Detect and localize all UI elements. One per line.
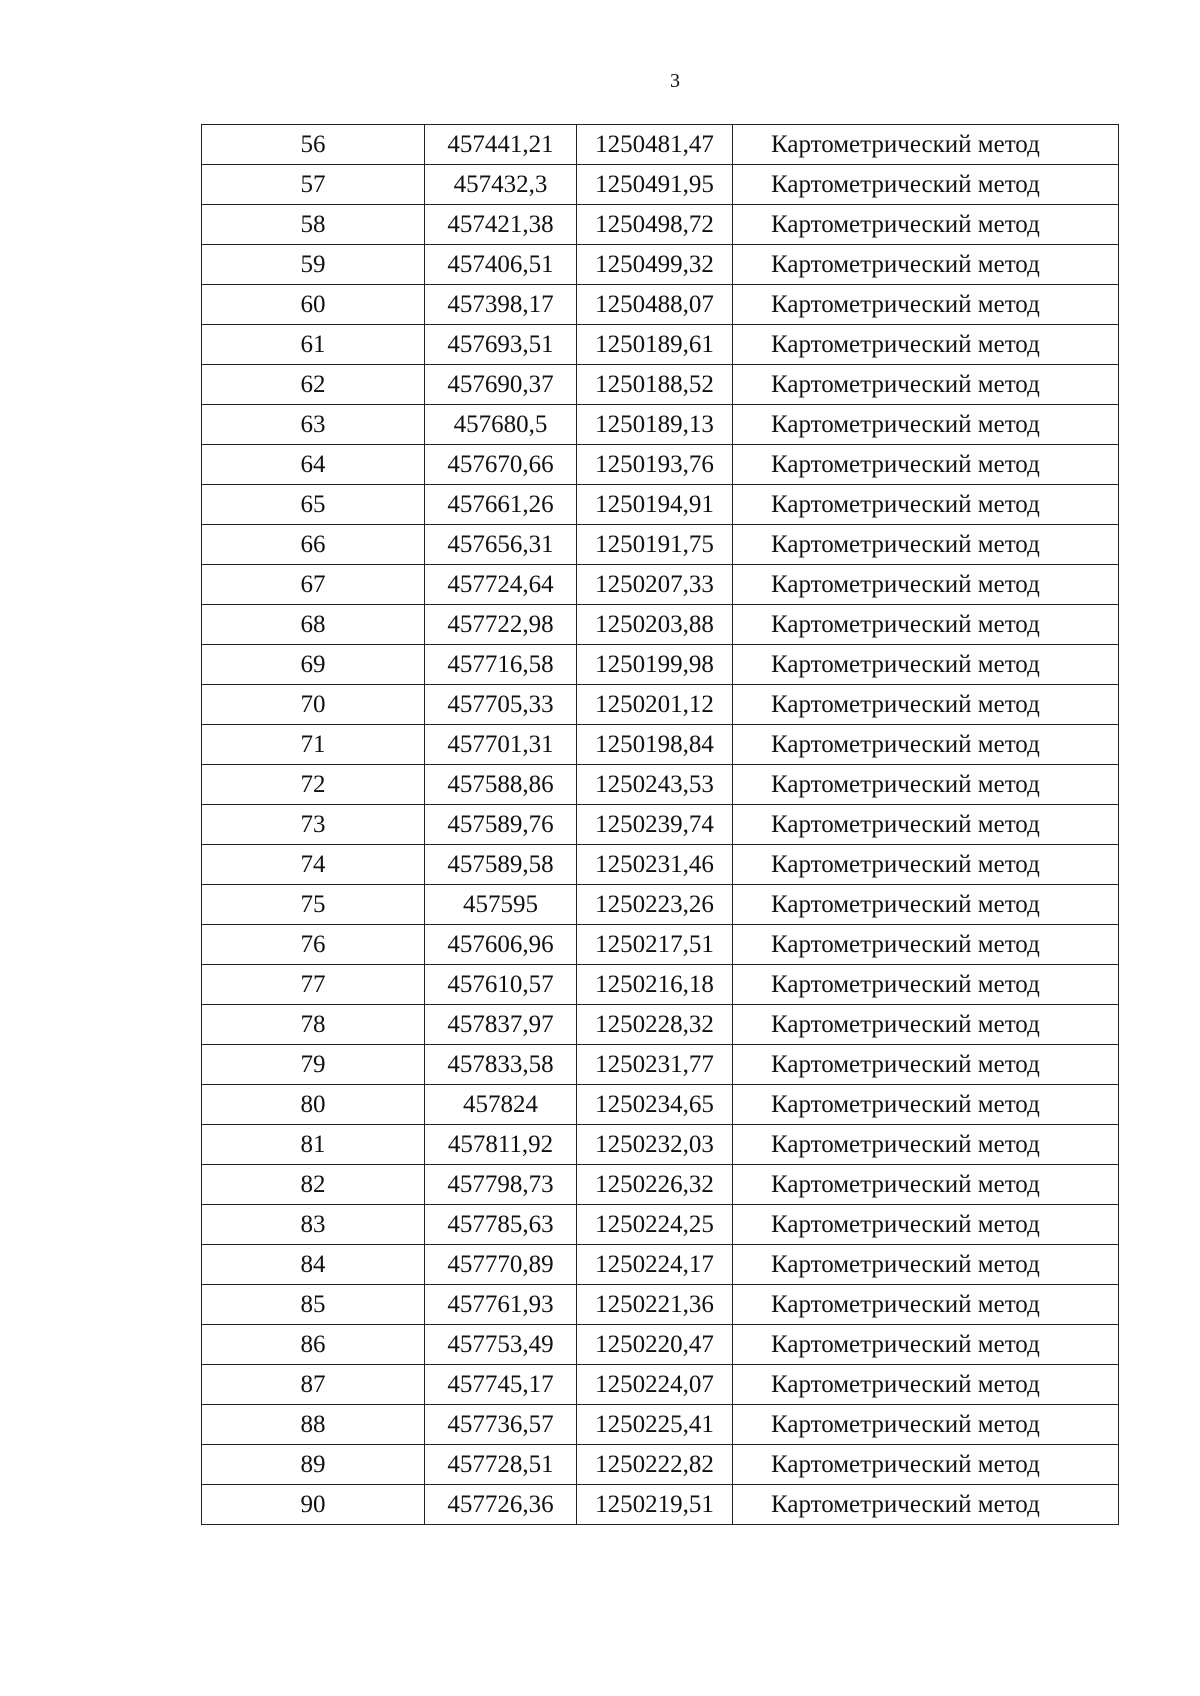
point-number-cell: 70	[202, 685, 425, 725]
table-row	[202, 1045, 1119, 1085]
point-number-cell: 78	[202, 1005, 425, 1045]
table-row	[202, 645, 1119, 685]
method-cell: Картометрический метод	[733, 1165, 1119, 1205]
x-coordinate-cell: 457589,76	[425, 805, 577, 845]
method-cell: Картометрический метод	[733, 1205, 1119, 1245]
method-cell: Картометрический метод	[733, 165, 1119, 205]
x-coordinate-cell: 457824	[425, 1085, 577, 1125]
point-number-cell: 79	[202, 1045, 425, 1085]
table-row	[202, 845, 1119, 885]
point-number-cell: 65	[202, 485, 425, 525]
method-cell: Картометрический метод	[733, 405, 1119, 445]
y-coordinate-cell: 1250199,98	[577, 645, 733, 685]
method-cell: Картометрический метод	[733, 1325, 1119, 1365]
method-cell: Картометрический метод	[733, 645, 1119, 685]
x-coordinate-cell: 457661,26	[425, 485, 577, 525]
table-row	[202, 485, 1119, 525]
y-coordinate-cell: 1250223,26	[577, 885, 733, 925]
y-coordinate-cell: 1250231,46	[577, 845, 733, 885]
x-coordinate-cell: 457761,93	[425, 1285, 577, 1325]
point-number-cell: 58	[202, 205, 425, 245]
table-row	[202, 1165, 1119, 1205]
point-number-cell: 57	[202, 165, 425, 205]
x-coordinate-cell: 457724,64	[425, 565, 577, 605]
y-coordinate-cell: 1250225,41	[577, 1405, 733, 1445]
point-number-cell: 80	[202, 1085, 425, 1125]
method-cell: Картометрический метод	[733, 1405, 1119, 1445]
table-row	[202, 1285, 1119, 1325]
y-coordinate-cell: 1250498,72	[577, 205, 733, 245]
method-cell: Картометрический метод	[733, 1085, 1119, 1125]
x-coordinate-cell: 457588,86	[425, 765, 577, 805]
point-number-cell: 75	[202, 885, 425, 925]
method-cell: Картометрический метод	[733, 685, 1119, 725]
y-coordinate-cell: 1250231,77	[577, 1045, 733, 1085]
point-number-cell: 56	[202, 125, 425, 165]
coordinates-table-body	[202, 125, 1119, 1525]
method-cell: Картометрический метод	[733, 485, 1119, 525]
method-cell: Картометрический метод	[733, 285, 1119, 325]
method-cell: Картометрический метод	[733, 565, 1119, 605]
x-coordinate-cell: 457705,33	[425, 685, 577, 725]
x-coordinate-cell: 457701,31	[425, 725, 577, 765]
point-number-cell: 59	[202, 245, 425, 285]
table-row	[202, 1005, 1119, 1045]
x-coordinate-cell: 457736,57	[425, 1405, 577, 1445]
y-coordinate-cell: 1250232,03	[577, 1125, 733, 1165]
point-number-cell: 62	[202, 365, 425, 405]
method-cell: Картометрический метод	[733, 205, 1119, 245]
point-number-cell: 83	[202, 1205, 425, 1245]
table-row	[202, 245, 1119, 285]
y-coordinate-cell: 1250188,52	[577, 365, 733, 405]
x-coordinate-cell: 457656,31	[425, 525, 577, 565]
y-coordinate-cell: 1250491,95	[577, 165, 733, 205]
table-row	[202, 525, 1119, 565]
y-coordinate-cell: 1250216,18	[577, 965, 733, 1005]
x-coordinate-cell: 457722,98	[425, 605, 577, 645]
y-coordinate-cell: 1250481,47	[577, 125, 733, 165]
x-coordinate-cell: 457670,66	[425, 445, 577, 485]
y-coordinate-cell: 1250189,61	[577, 325, 733, 365]
table-row	[202, 1445, 1119, 1485]
y-coordinate-cell: 1250488,07	[577, 285, 733, 325]
x-coordinate-cell: 457693,51	[425, 325, 577, 365]
y-coordinate-cell: 1250499,32	[577, 245, 733, 285]
x-coordinate-cell: 457785,63	[425, 1205, 577, 1245]
point-number-cell: 71	[202, 725, 425, 765]
method-cell: Картометрический метод	[733, 725, 1119, 765]
method-cell: Картометрический метод	[733, 965, 1119, 1005]
method-cell: Картометрический метод	[733, 605, 1119, 645]
x-coordinate-cell: 457770,89	[425, 1245, 577, 1285]
table-row	[202, 885, 1119, 925]
x-coordinate-cell: 457726,36	[425, 1485, 577, 1525]
y-coordinate-cell: 1250194,91	[577, 485, 733, 525]
method-cell: Картометрический метод	[733, 1045, 1119, 1085]
point-number-cell: 67	[202, 565, 425, 605]
x-coordinate-cell: 457421,38	[425, 205, 577, 245]
x-coordinate-cell: 457441,21	[425, 125, 577, 165]
table-row	[202, 685, 1119, 725]
table-row	[202, 965, 1119, 1005]
table-row	[202, 205, 1119, 245]
method-cell: Картометрический метод	[733, 1125, 1119, 1165]
x-coordinate-cell: 457833,58	[425, 1045, 577, 1085]
x-coordinate-cell: 457798,73	[425, 1165, 577, 1205]
table-row	[202, 1205, 1119, 1245]
x-coordinate-cell: 457398,17	[425, 285, 577, 325]
x-coordinate-cell: 457690,37	[425, 365, 577, 405]
point-number-cell: 88	[202, 1405, 425, 1445]
x-coordinate-cell: 457716,58	[425, 645, 577, 685]
x-coordinate-cell: 457606,96	[425, 925, 577, 965]
table-row	[202, 1325, 1119, 1365]
y-coordinate-cell: 1250226,32	[577, 1165, 733, 1205]
method-cell: Картометрический метод	[733, 805, 1119, 845]
table-row	[202, 285, 1119, 325]
x-coordinate-cell: 457753,49	[425, 1325, 577, 1365]
point-number-cell: 85	[202, 1285, 425, 1325]
page-number: 3	[670, 70, 680, 92]
table-row	[202, 365, 1119, 405]
y-coordinate-cell: 1250222,82	[577, 1445, 733, 1485]
x-coordinate-cell: 457432,3	[425, 165, 577, 205]
y-coordinate-cell: 1250193,76	[577, 445, 733, 485]
method-cell: Картометрический метод	[733, 525, 1119, 565]
point-number-cell: 66	[202, 525, 425, 565]
method-cell: Картометрический метод	[733, 1245, 1119, 1285]
table-row	[202, 565, 1119, 605]
x-coordinate-cell: 457837,97	[425, 1005, 577, 1045]
x-coordinate-cell: 457728,51	[425, 1445, 577, 1485]
method-cell: Картометрический метод	[733, 1005, 1119, 1045]
table-row	[202, 405, 1119, 445]
y-coordinate-cell: 1250217,51	[577, 925, 733, 965]
point-number-cell: 81	[202, 1125, 425, 1165]
point-number-cell: 87	[202, 1365, 425, 1405]
table-row	[202, 1485, 1119, 1525]
table-row	[202, 125, 1119, 165]
method-cell: Картометрический метод	[733, 245, 1119, 285]
y-coordinate-cell: 1250219,51	[577, 1485, 733, 1525]
table-row	[202, 925, 1119, 965]
y-coordinate-cell: 1250224,17	[577, 1245, 733, 1285]
point-number-cell: 76	[202, 925, 425, 965]
x-coordinate-cell: 457406,51	[425, 245, 577, 285]
method-cell: Картометрический метод	[733, 325, 1119, 365]
y-coordinate-cell: 1250224,07	[577, 1365, 733, 1405]
x-coordinate-cell: 457680,5	[425, 405, 577, 445]
table-row	[202, 165, 1119, 205]
table-row	[202, 1365, 1119, 1405]
table-row	[202, 765, 1119, 805]
point-number-cell: 73	[202, 805, 425, 845]
point-number-cell: 86	[202, 1325, 425, 1365]
x-coordinate-cell: 457589,58	[425, 845, 577, 885]
y-coordinate-cell: 1250198,84	[577, 725, 733, 765]
method-cell: Картометрический метод	[733, 1445, 1119, 1485]
point-number-cell: 74	[202, 845, 425, 885]
point-number-cell: 60	[202, 285, 425, 325]
point-number-cell: 61	[202, 325, 425, 365]
point-number-cell: 72	[202, 765, 425, 805]
table-row	[202, 605, 1119, 645]
x-coordinate-cell: 457610,57	[425, 965, 577, 1005]
coordinates-table	[201, 124, 1119, 1525]
method-cell: Картометрический метод	[733, 1285, 1119, 1325]
y-coordinate-cell: 1250220,47	[577, 1325, 733, 1365]
method-cell: Картометрический метод	[733, 1365, 1119, 1405]
point-number-cell: 68	[202, 605, 425, 645]
method-cell: Картометрический метод	[733, 925, 1119, 965]
y-coordinate-cell: 1250234,65	[577, 1085, 733, 1125]
table-row	[202, 1245, 1119, 1285]
table-row	[202, 725, 1119, 765]
y-coordinate-cell: 1250189,13	[577, 405, 733, 445]
point-number-cell: 90	[202, 1485, 425, 1525]
y-coordinate-cell: 1250207,33	[577, 565, 733, 605]
method-cell: Картометрический метод	[733, 1485, 1119, 1525]
y-coordinate-cell: 1250239,74	[577, 805, 733, 845]
y-coordinate-cell: 1250201,12	[577, 685, 733, 725]
y-coordinate-cell: 1250228,32	[577, 1005, 733, 1045]
y-coordinate-cell: 1250224,25	[577, 1205, 733, 1245]
method-cell: Картометрический метод	[733, 445, 1119, 485]
x-coordinate-cell: 457595	[425, 885, 577, 925]
point-number-cell: 82	[202, 1165, 425, 1205]
y-coordinate-cell: 1250221,36	[577, 1285, 733, 1325]
table-row	[202, 1085, 1119, 1125]
method-cell: Картометрический метод	[733, 125, 1119, 165]
method-cell: Картометрический метод	[733, 365, 1119, 405]
table-row	[202, 325, 1119, 365]
method-cell: Картометрический метод	[733, 845, 1119, 885]
y-coordinate-cell: 1250243,53	[577, 765, 733, 805]
point-number-cell: 63	[202, 405, 425, 445]
point-number-cell: 77	[202, 965, 425, 1005]
point-number-cell: 84	[202, 1245, 425, 1285]
method-cell: Картометрический метод	[733, 765, 1119, 805]
x-coordinate-cell: 457745,17	[425, 1365, 577, 1405]
point-number-cell: 64	[202, 445, 425, 485]
table-row	[202, 805, 1119, 845]
point-number-cell: 89	[202, 1445, 425, 1485]
point-number-cell: 69	[202, 645, 425, 685]
y-coordinate-cell: 1250203,88	[577, 605, 733, 645]
table-row	[202, 445, 1119, 485]
table-row	[202, 1405, 1119, 1445]
table-row	[202, 1125, 1119, 1165]
y-coordinate-cell: 1250191,75	[577, 525, 733, 565]
x-coordinate-cell: 457811,92	[425, 1125, 577, 1165]
method-cell: Картометрический метод	[733, 885, 1119, 925]
